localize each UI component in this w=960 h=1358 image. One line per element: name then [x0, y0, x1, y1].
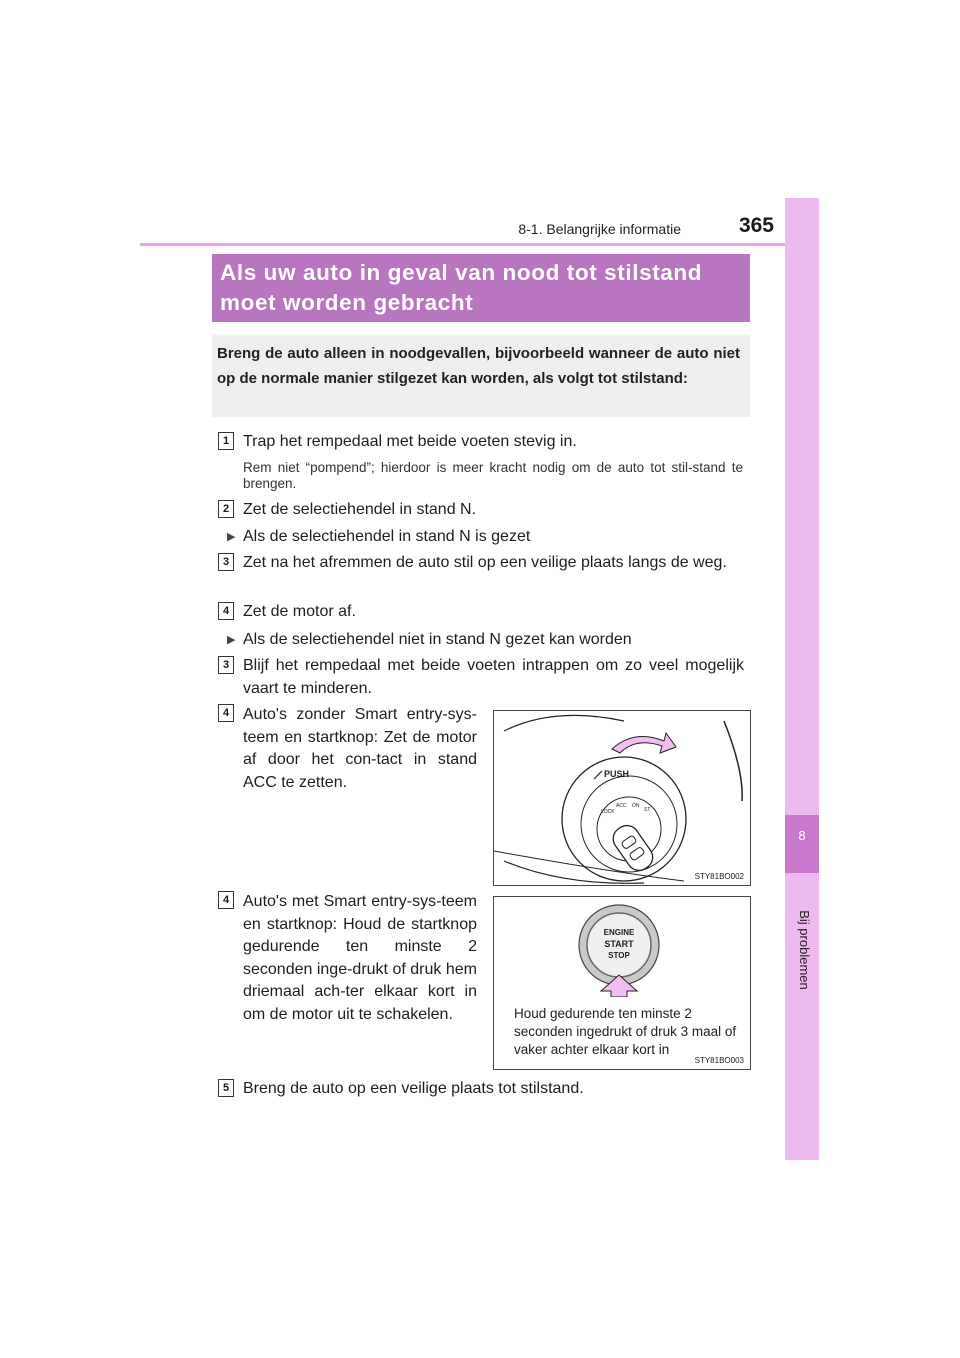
step-note: Rem niet “pompend”; hierdoor is meer kracht nodig om de auto tot stil-stand te brengen.	[243, 460, 743, 491]
position-label: LOCK	[601, 809, 615, 815]
step-badge: 1	[218, 432, 234, 450]
page-title: Als uw auto in geval van nood tot stilstand moet worden gebracht	[220, 260, 703, 315]
button-text: START	[604, 939, 634, 949]
position-label: ACC	[616, 803, 627, 809]
step-badge: 5	[218, 1079, 234, 1097]
triangle-right-icon: ▶	[227, 531, 236, 543]
chapter-tab	[785, 815, 819, 873]
step-badge: 3	[218, 553, 234, 571]
step-text: Trap het rempedaal met beide voeten stevig in.	[243, 433, 577, 450]
ignition-figure	[493, 710, 751, 886]
condition-text: Als de selectiehendel niet in stand N gezet kan worden	[243, 631, 632, 648]
chapter-number: 8	[798, 828, 806, 843]
step-text: Auto's met Smart entry-sys-teem en startknop: Houd de startknop gedurende ten minste 2 seconden inge-drukt of druk hem driemaal ach-ter elkaar kort in om de motor uit te schakelen.	[243, 893, 477, 1023]
start-button-figure	[493, 896, 751, 1070]
intro-text: Breng de auto alleen in noodgevallen, bijvoorbeeld wanneer de auto niet op de normale manier stilgezet kan worden, als volgt tot stilstand:	[217, 345, 740, 387]
push-label: PUSH	[604, 769, 630, 779]
step-badge: 4	[218, 602, 234, 620]
header-rule	[140, 243, 819, 246]
figure-code: STY81BO002	[694, 872, 744, 881]
step-badge: 4	[218, 891, 234, 909]
figure-caption: Houd gedurende ten minste 2 seconden ingedrukt of druk 3 maal of vaker achter elkaar kort in	[514, 1006, 737, 1057]
step-text: Zet de motor af.	[243, 603, 356, 620]
step-text: Breng de auto op een veilige plaats tot stilstand.	[243, 1080, 584, 1097]
figure-code: STY81BO003	[694, 1056, 744, 1065]
position-label: ON	[632, 803, 640, 809]
step-badge: 4	[218, 704, 234, 722]
step-text: Zet na het afremmen de auto stil op een veilige plaats langs de weg.	[243, 554, 727, 571]
section-heading: 8-1. Belangrijke informatie	[518, 221, 681, 237]
chapter-sidebar	[785, 198, 819, 1160]
condition-text: Als de selectiehendel in stand N is gezet	[243, 528, 531, 545]
step-text: Auto's zonder Smart entry-sys-teem en startknop: Zet de motor af door het con-tact in stand ACC te zetten.	[243, 706, 477, 791]
triangle-right-icon: ▶	[227, 634, 236, 646]
position-label: ST	[644, 807, 651, 813]
button-text: ENGINE	[603, 928, 635, 937]
page-number: 365	[738, 214, 774, 237]
step-text: Blijf het rempedaal met beide voeten intrappen om zo veel mogelijk vaart te minderen.	[243, 657, 744, 697]
step-badge: 3	[218, 656, 234, 674]
curved-arrow-icon	[612, 733, 676, 753]
chapter-title: Bij problemen	[797, 910, 812, 990]
step-text: Zet de selectiehendel in stand N.	[243, 501, 477, 518]
step-badge: 2	[218, 500, 234, 518]
button-text: STOP	[608, 951, 630, 960]
